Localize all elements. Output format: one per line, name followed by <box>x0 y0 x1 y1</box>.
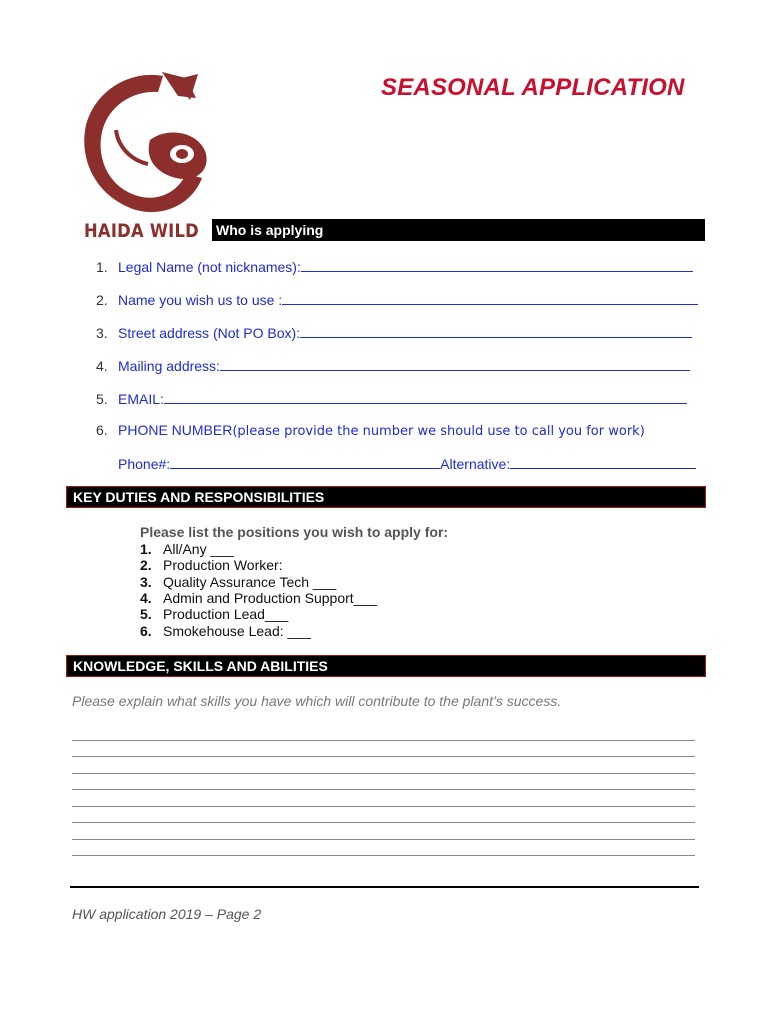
position-item[interactable] <box>140 606 288 622</box>
answer-line[interactable] <box>72 773 695 774</box>
item-number: 5. <box>140 606 152 622</box>
item-number: 4. <box>140 590 152 606</box>
section-title: KNOWLEDGE, SKILLS AND ABILITIES <box>73 658 328 674</box>
phone-row <box>118 455 696 472</box>
position-label: Smokehouse Lead: ___ <box>163 623 311 639</box>
position-label: Quality Assurance Tech ___ <box>163 574 337 590</box>
position-label: All/Any ___ <box>163 541 234 557</box>
item-number: 4. <box>96 358 108 374</box>
blank-line[interactable] <box>300 324 692 338</box>
field-street-address[interactable] <box>96 324 692 341</box>
haida-wild-logo <box>78 70 208 216</box>
item-number: 2. <box>140 557 152 573</box>
phone-label: Phone#: <box>118 456 171 472</box>
answer-line[interactable] <box>72 855 695 856</box>
position-label: Admin and Production Support___ <box>163 590 378 606</box>
section-title: Who is applying <box>216 222 324 238</box>
field-email[interactable] <box>96 390 687 407</box>
field-mailing-address[interactable] <box>96 357 690 374</box>
field-label: Legal Name (not nicknames): <box>118 259 301 275</box>
field-label: EMAIL: <box>118 391 164 407</box>
field-phone-number <box>96 422 645 439</box>
position-item[interactable] <box>140 623 311 639</box>
section-title: KEY DUTIES AND RESPONSIBILITIES <box>73 489 325 505</box>
item-number: 3. <box>96 325 108 341</box>
position-item[interactable] <box>140 590 377 606</box>
page-footer: HW application 2019 – Page 2 <box>72 906 262 922</box>
answer-line[interactable] <box>72 789 695 790</box>
phone-blank[interactable] <box>170 455 440 469</box>
alternative-label: Alternative: <box>440 456 511 472</box>
alternative-blank[interactable] <box>510 455 696 469</box>
blank-line[interactable] <box>282 291 698 305</box>
field-note: (please provide the number we should use to call you for work) <box>232 424 645 439</box>
blank-line[interactable] <box>301 258 693 272</box>
page-title: SEASONAL APPLICATION <box>381 74 685 101</box>
section-header-skills <box>66 655 706 677</box>
position-item[interactable] <box>140 541 234 557</box>
section-header-who <box>212 219 705 241</box>
item-number: 6. <box>140 623 152 639</box>
field-label: Street address (Not PO Box): <box>118 325 301 341</box>
position-item[interactable] <box>140 557 283 573</box>
item-number: 1. <box>96 259 108 275</box>
position-label: Production Lead___ <box>163 606 289 622</box>
field-preferred-name[interactable] <box>96 291 698 308</box>
answer-line[interactable] <box>72 806 695 807</box>
answer-line[interactable] <box>72 839 695 840</box>
positions-intro: Please list the positions you wish to apply for: <box>140 524 449 540</box>
item-number: 3. <box>140 574 152 590</box>
position-label: Production Worker: <box>163 557 283 573</box>
answer-line[interactable] <box>72 822 695 823</box>
field-label: Mailing address: <box>118 358 220 374</box>
section-header-duties <box>66 486 706 508</box>
item-number: 5. <box>96 391 108 407</box>
skills-prompt: Please explain what skills you have which will contribute to the plant’s success. <box>72 693 562 709</box>
footer-divider <box>70 886 699 888</box>
answer-line[interactable] <box>72 756 695 757</box>
answer-line[interactable] <box>72 740 695 741</box>
item-number: 1. <box>140 541 152 557</box>
field-label: Name you wish us to use : <box>118 292 283 308</box>
item-number: 2. <box>96 292 108 308</box>
logo-wordmark: HAIDA WILD <box>84 220 199 242</box>
blank-line[interactable] <box>164 390 687 404</box>
item-number: 6. <box>96 422 108 438</box>
field-label: PHONE NUMBER <box>118 422 233 438</box>
position-item[interactable] <box>140 574 336 590</box>
blank-line[interactable] <box>220 357 690 371</box>
field-legal-name[interactable] <box>96 258 693 275</box>
